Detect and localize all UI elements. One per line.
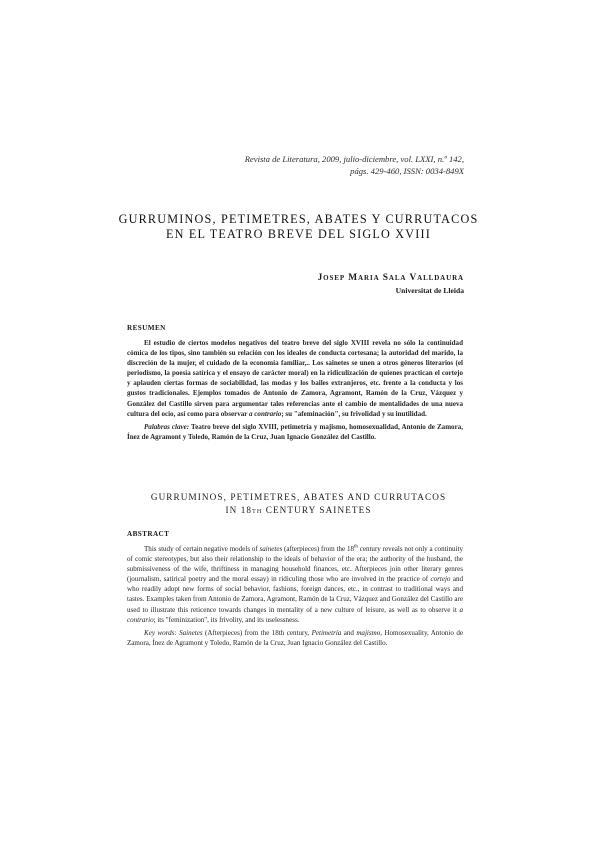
abstract-keywords-and: and bbox=[341, 628, 357, 637]
resumen-paragraph bbox=[127, 338, 463, 419]
abstract-text-e: ; its "feminization", its frivolity, and its uselessness. bbox=[153, 615, 300, 624]
abstract-keywords-b: , Homosexuality, Antonio de Zamora, Ínez de Agramont y Toledo, Ramón de la Cruz, Juan Ignacio González del Castillo. bbox=[127, 628, 463, 647]
abstract-text-sainetes: sainetes bbox=[259, 545, 283, 553]
abstract-text-b: (afterpieces) from the 18 bbox=[282, 545, 354, 553]
journal-citation-line1: Revista de Literatura, 2009, julio-diciembre, vol. LXXI, n.º 142, bbox=[244, 154, 464, 164]
journal-citation-line2: págs. 429-460, ISSN: 0034-849X bbox=[350, 166, 464, 176]
author-block bbox=[318, 272, 464, 297]
resumen-keywords-label: Palabras clave: bbox=[144, 422, 190, 431]
english-title bbox=[118, 491, 479, 517]
author-name: Josep Maria Sala Valldaura bbox=[317, 273, 464, 283]
abstract-keywords bbox=[127, 628, 463, 648]
abstract-text-acontrario: a contrario bbox=[127, 605, 463, 624]
article-title bbox=[118, 212, 479, 242]
abstract-keywords-a: (Afterpieces) from the 18th century, bbox=[202, 628, 312, 637]
resumen-keywords bbox=[127, 422, 463, 442]
resumen-text-italic: a contrario bbox=[249, 409, 282, 418]
english-title-line1: GURRUMINOS, PETIMETRES, ABATES AND CURRUTACOS bbox=[150, 492, 447, 502]
author-affiliation: Universitat de Lleida bbox=[395, 286, 464, 295]
abstract-text-a: This study of certain negative models of bbox=[144, 545, 260, 553]
abstract-keywords-majismo: majismo bbox=[356, 628, 381, 637]
resumen-text-a: El estudio de ciertos modelos negativos del teatro breve del siglo XVIII revela no sólo la continuidad cómica de los tipos, sino también su relación con los ideales de conducta cortesana; la autoridad del marido, la discreción de la mujer, el cuidado de la economía familiar,.. Los sainetes se unen a otros géneros literarios (el periodismo, la poesía satírica y el ensayo de carácter moral) en la ridiculización de quienes practican el cortejo y aplauden ciertas formas de sociabilidad, las modas y los bailes extranjeros, etc. frente a la conducta y los gustos tradicionales. Ejemplos tomados de Antonio de Zamora, Agramont, Ramón de la Cruz, Vázquez y González del Castillo sirven para argumentar tales referencias ante el cambio de mentalidades de una nueva cultura del ocio, así como para observar bbox=[127, 339, 463, 418]
abstract-text-cortejo: cortejo bbox=[430, 575, 451, 584]
abstract-keywords-petimetria: Petimetría bbox=[311, 628, 342, 637]
resumen-text-b: ; su "afeminación", su frivolidad y su inutilidad. bbox=[281, 409, 427, 418]
english-title-line2-a: IN 18 bbox=[225, 505, 253, 515]
abstract-body bbox=[127, 544, 463, 648]
resumen-heading: RESUMEN bbox=[127, 324, 166, 332]
article-title-line2: EN EL TEATRO BREVE DEL SIGLO XVIII bbox=[165, 227, 432, 241]
english-title-line2 bbox=[118, 504, 479, 517]
journal-citation bbox=[245, 153, 464, 177]
abstract-heading: ABSTRACT bbox=[127, 530, 170, 538]
abstract-text-c: century reveals not only a continuity of comic stereotypes, but also their relationship to the ideals of behavior of the era; the authority of the husband, the submissiveness of the wife, thriftiness in managing household finances, etc. Afterpieces join other literary genres (journalism, satirical poetry and the moral essay) in ridiculing those who are involved in the practice of bbox=[127, 545, 464, 584]
abstract-keywords-sainetes: Sainetes bbox=[179, 628, 203, 637]
article-title-line1: GURRUMINOS, PETIMETRES, ABATES Y CURRUTACOS bbox=[118, 212, 479, 226]
abstract-text-sup: th bbox=[354, 544, 358, 550]
abstract-paragraph bbox=[127, 544, 463, 625]
english-title-line2-b: CENTURY SAINETES bbox=[262, 505, 372, 515]
resumen-body bbox=[127, 338, 463, 442]
abstract-text-d: and who readily adopt new forms of social behavior, fashions, foreign dances, etc., in contrast to traditional ways and tastes. Examples taken from Antonio de Zamora, Agramont, Ramón de la Cruz, Vázquez and González del Castillo are used to illustrate this reticence towards changes in mentality of a new culture of leisure, as well as to observe it bbox=[127, 575, 464, 614]
resumen-keywords-text: Teatro breve del siglo XVIII, petimetría y majismo, homosexualidad, Antonio de Zamora, Ínez de Agramont y Toledo, Ramón de la Cruz, Juan Ignacio González del Castillo. bbox=[127, 422, 463, 441]
english-title-line2-sc: th bbox=[252, 505, 263, 515]
abstract-keywords-label: Key words: bbox=[144, 628, 177, 637]
